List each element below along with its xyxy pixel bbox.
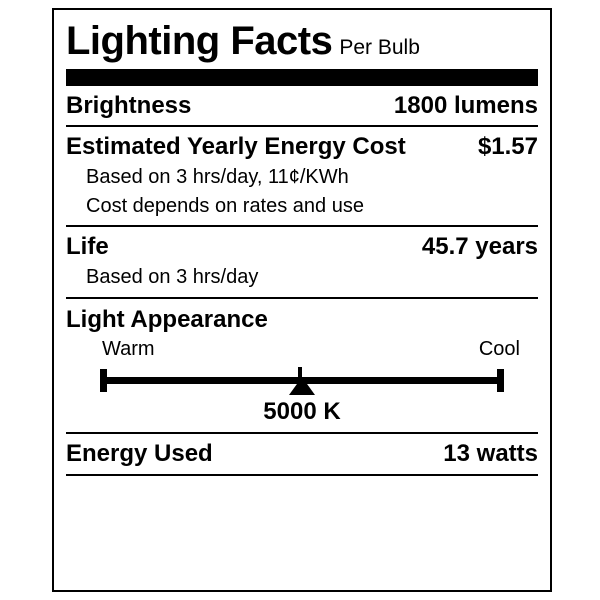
energy-cost-label: Estimated Yearly Energy Cost (66, 133, 406, 160)
page-title-suffix: Per Bulb (339, 36, 420, 59)
energy-cost-section (64, 127, 540, 225)
appearance-scale-labels (66, 336, 538, 363)
energy-cost-note-basis: Based on 3 hrs/day, 11¢/KWh (86, 166, 349, 188)
brightness-row (66, 89, 538, 122)
appearance-scale (100, 367, 504, 397)
energy-used-value: 13 watts (443, 440, 538, 467)
scale-end-cap-left (100, 369, 107, 392)
label-footer-space (64, 476, 540, 536)
label-title-row (64, 18, 540, 64)
page-title: Lighting Facts (66, 19, 333, 63)
color-temperature-value: 5000 K (263, 398, 341, 425)
title-divider-bar (66, 69, 538, 86)
brightness-value: 1800 lumens (393, 92, 538, 119)
energy-cost-note-rates: Cost depends on rates and use (86, 195, 364, 217)
brightness-label: Brightness (66, 92, 192, 119)
scale-marker-triangle-icon (289, 377, 315, 395)
life-value: 45.7 years (421, 233, 538, 260)
scale-label-cool: Cool (478, 338, 520, 360)
light-appearance-section (64, 299, 540, 432)
brightness-section (64, 86, 540, 125)
energy-used-label: Energy Used (66, 440, 213, 467)
energy-used-section (64, 434, 540, 474)
scale-label-warm: Warm (102, 338, 155, 360)
light-appearance-label: Light Appearance (66, 306, 268, 333)
lighting-facts-label (52, 8, 552, 592)
energy-used-row (66, 437, 538, 470)
label-content (64, 18, 540, 536)
energy-cost-value: $1.57 (477, 133, 538, 160)
life-note: Based on 3 hrs/day (86, 266, 259, 288)
life-row (66, 230, 538, 263)
life-label: Life (66, 233, 109, 260)
scale-end-cap-right (497, 369, 504, 392)
life-section (64, 227, 540, 297)
energy-cost-row (66, 130, 538, 163)
